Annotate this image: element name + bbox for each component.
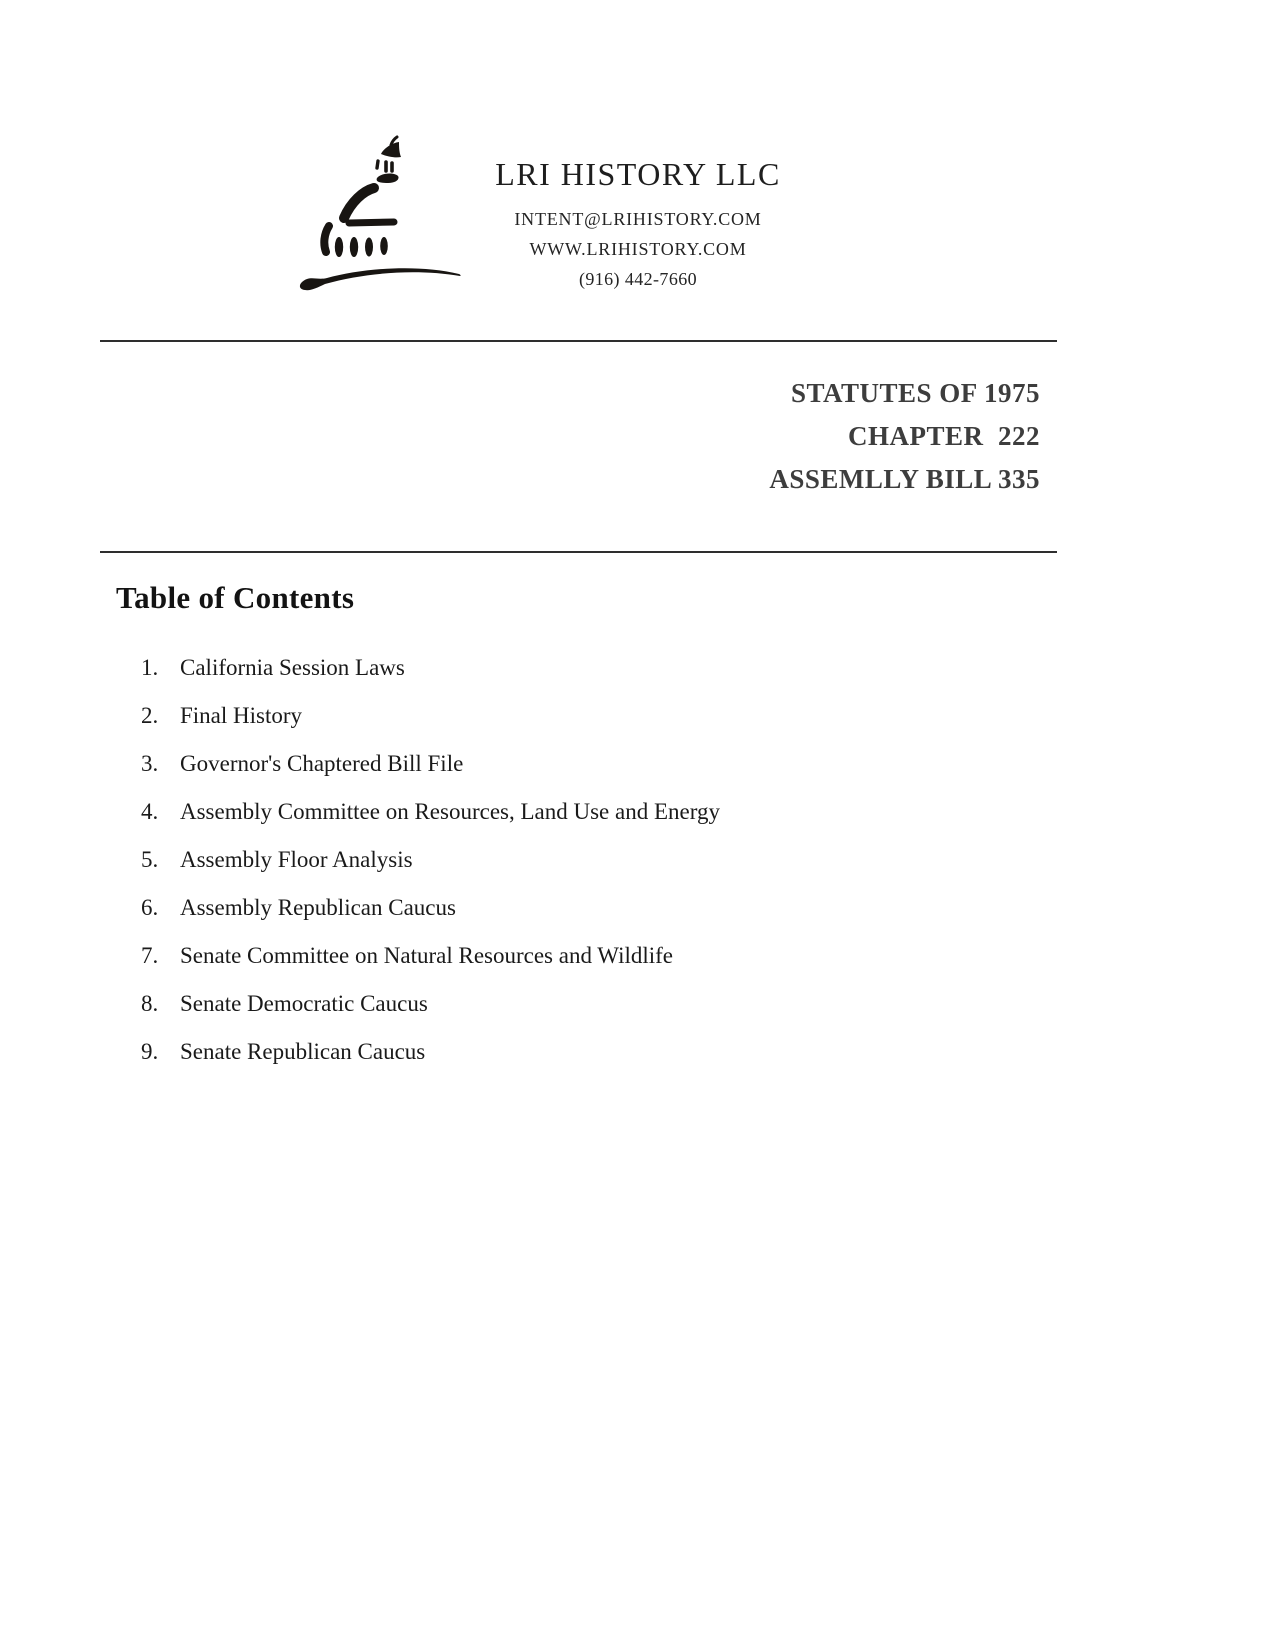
company-phone: (916) 442-7660 xyxy=(578,269,698,289)
toc-item xyxy=(141,847,720,895)
toc-item xyxy=(141,991,720,1039)
letterhead xyxy=(293,126,803,299)
toc-item-label: Assembly Republican Caucus xyxy=(180,895,456,920)
statutes-line-1: STATUTES OF 1975 xyxy=(790,378,1040,408)
capitol-dome-sketch-icon xyxy=(293,126,471,294)
toc-item xyxy=(141,655,720,703)
toc-item-label: Senate Democratic Caucus xyxy=(180,991,428,1016)
toc-item-number: 6. xyxy=(141,895,159,920)
toc-item-label: Senate Committee on Natural Resources and Wildlife xyxy=(180,943,674,968)
toc-item xyxy=(141,1039,720,1087)
toc-item-number: 3. xyxy=(141,751,159,776)
toc-item-number: 5. xyxy=(141,847,159,872)
toc-item-label: Final History xyxy=(180,703,303,728)
company-email: INTENT@LRIHISTORY.COM xyxy=(514,209,762,229)
toc-item-label: Assembly Floor Analysis xyxy=(180,847,413,872)
toc-item-label: California Session Laws xyxy=(180,655,405,680)
toc-heading: Table of Contents xyxy=(116,580,355,615)
toc-list xyxy=(141,655,720,1087)
toc-item-number: 1. xyxy=(141,655,159,680)
toc-item xyxy=(141,799,720,847)
toc-item-number: 2. xyxy=(141,703,159,728)
company-website: WWW.LRIHISTORY.COM xyxy=(529,239,747,259)
toc-item-label: Assembly Committee on Resources, Land Use and Energy xyxy=(180,799,720,824)
toc-item xyxy=(141,943,720,991)
statutes-line-2: CHAPTER 222 xyxy=(847,421,1040,451)
statutes-block xyxy=(769,372,1040,501)
toc-item xyxy=(141,895,720,943)
company-name: LRI HISTORY LLC xyxy=(495,156,781,192)
toc-item-number: 4. xyxy=(141,799,159,824)
divider-bottom xyxy=(100,551,1057,553)
toc-item xyxy=(141,751,720,799)
divider-top xyxy=(100,340,1057,342)
statutes-line-3: ASSEMLLY BILL 335 xyxy=(769,464,1040,494)
toc-item-number: 7. xyxy=(141,943,159,968)
toc-item xyxy=(141,703,720,751)
toc-item-label: Governor's Chaptered Bill File xyxy=(180,751,464,776)
toc-item-label: Senate Republican Caucus xyxy=(180,1039,426,1064)
letterhead-text xyxy=(473,126,803,299)
toc-item-number: 9. xyxy=(141,1039,159,1064)
toc-item-number: 8. xyxy=(141,991,159,1016)
